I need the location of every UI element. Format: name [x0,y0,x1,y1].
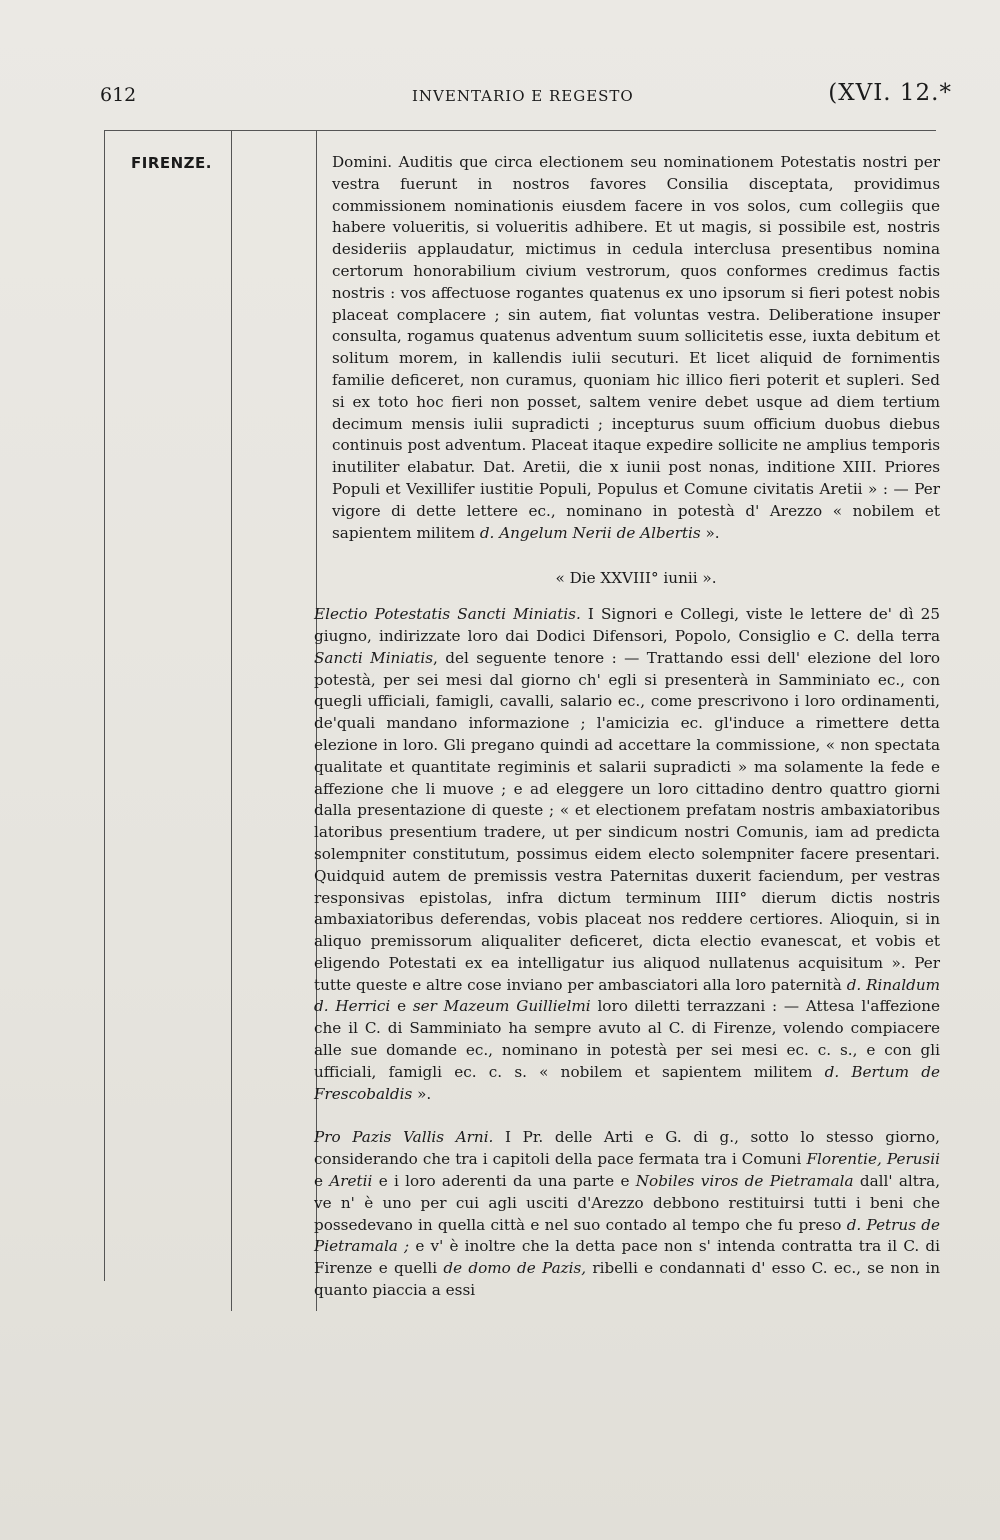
margin-place-label: FIRENZE. [131,154,212,172]
text-segment: ribelli e condannati d' esso C. ec., se non in quanto piaccia a essi [314,1259,941,1300]
section-title-san-miniato: Electio Potestatis Sancti Miniatis. [314,605,581,624]
body-text [314,152,941,1302]
header-rule [104,130,936,131]
text-segment: e i loro aderenti da una parte e [378,1172,630,1191]
text-segment: e [397,997,407,1016]
place-name: Sancti Miniatis [314,648,434,667]
paragraph-san-miniato [314,604,940,1105]
letter-text: Domini. Auditis que circa electionem seu nominationem Potestatis nostri per vestra fuerunt in nostros favores Consilia disceptata, providimus commissionem nominationis eiusdem facere in vos solos, cum collegiis que habere volueritis, si volueritis adhibere. Et ut magis, si possibile est, nostris desideriis applaudatur, mictimus in cedula interclusa presentibus nomina certorum honorabilium civium vestrorum, quos conformes credimus factis nostris : vos affectuose rogantes quatenus ex uno ipsorum si fieri potest nobis placeat complacere ; sin autem, fiat voluntas vestra. Deliberatione insuper consulta, rogamus quatenus adventum suum sollicitetis esse, iuxta debitum et solitum morem, in kallendis iulii secuturi. Et licet aliquid de fornimentis familie deficeret, non curamus, quoniam hic illico fieri poterit et supleri. Sed si ex toto hoc fieri non posset, saltem venire debet usque ad diem tertium decimum mensis iulii supradicti ; incepturus suum officium duobus diebus continuis post adventum. Placeat itaque expedire sollicite ne amplius temporis inutiliter elabatur. Dat. Aretii, die x iunii post nonas, inditione XIII. Priores Populi et Vexillifer iustitie Populi, Populus et Comune civitatis Aretii » : — Per vigore di dette lettere ec., nominano in potestà d' Arezzo « nobilem et sapientem militem [332,153,940,542]
running-title: INVENTARIO E REGESTO [412,87,634,105]
text-segment: , del seguente tenore : — Trattando essi dell' elezione del loro potestà, per sei mesi dal giorno ch' egli si presenterà in Samminiato ec., con quegli ufficiali, famigli, cavalli, salario ec., come prescrivono i loro ordinamenti, de'quali mandano informazione ; l'amicizia ec. gl'induce a rimettere detta elezione in loro. Gli pregano quindi ad accettare la commissione, « non spectata qualitate et quantitate regiminis et salarii supradicti » ma solamente la fede e affezione che li muove ; e ad eleggere un loro cittadino dentro quattro giorni dalla presentazione di queste ; « et electionem prefatam nostris ambaxiatoribus latoribus presentium tradere, ut per sindicum nostri Comunis, iam ad predicta solempniter constitutum, possimus eidem electo solempniter facere presentari. Quidquid autem de premissis vestra Paternitas duxerit faciendum, per vestras responsivas epistolas, infra dictum terminum IIII° dierum dictis nostris ambaxiatoribus deferendas, vobis placeat nos reddere certiores. Alioquin, si in aliquo premissorum aliqualiter deficeret, dicta electio evanescat, et vobis et eligendo Potestati ex ea intelligatur ius aliquod nullatenus acquisitum ». Per tutte queste e altre cose inviano per ambasciatori alla loro paternità [314,648,940,994]
date-line: « Die XXVIII° iunii ». [555,569,717,588]
family-name: de domo de Pazis, [443,1259,587,1278]
page-header [100,80,960,114]
section-title-pazzi: Pro Pazis Vallis Arni. [314,1128,494,1147]
margin-rule-middle [231,131,232,1311]
text-segment: I Signori e Collegi, viste le lettere de' dì 25 giugno, indirizzate loro dai Dodici Difensori, Popolo, Consiglio e C. della terra [314,605,940,645]
ambassador-name: d. Rinaldum d. Herrici [314,975,940,1016]
section-reference: (XVI. 12.* [828,80,952,106]
place-name: Florentie, Perusii [806,1150,941,1169]
text-segment: e [314,1172,323,1191]
margin-rule-left [104,131,105,1281]
ambassador-name: ser Mazeum Guillielmi [412,997,591,1016]
text-segment: e v' è inoltre che la detta pace non s' intenda contratta tra il C. di Firenze e quelli [314,1237,940,1278]
appointee-name: d. Bertum de Frescobaldis [314,1062,940,1103]
text-segment: dall' altra, ve n' è uno per cui agli usciti d'Arezzo debbono restituirsi tutti i beni che possedevano in quella città e nel suo contado al tempo che fu preso [314,1172,941,1234]
text-segment: loro diletti terrazzani : — Attesa l'affezione che il C. di Samminiato ha sempre avuto al C. di Firenze, volendo compiacere alle sue domande ec., nominano in potestà per sei mesi ec. c. s., e con gli ufficiali, famigli ec. c. s. « nobilem et sapientem militem [314,997,941,1081]
paragraph-letter [332,152,940,544]
text-segment: I Pr. delle Arti e G. di g., sotto lo stesso giorno, considerando che tra i capitoli della pace fermata tra i Comuni [314,1128,940,1169]
letter-closing: ». [705,523,720,542]
family-name: Nobiles viros de Pietramala [635,1172,854,1191]
appointee-name: d. Angelum Nerii de Albertis [479,523,701,542]
paragraph-pazzi [314,1127,940,1301]
text-segment: ». [417,1084,432,1103]
page-number: 612 [100,84,137,106]
place-name: Aretii [329,1172,373,1191]
person-name: d. Petrus de Pietramala ; [314,1215,940,1256]
